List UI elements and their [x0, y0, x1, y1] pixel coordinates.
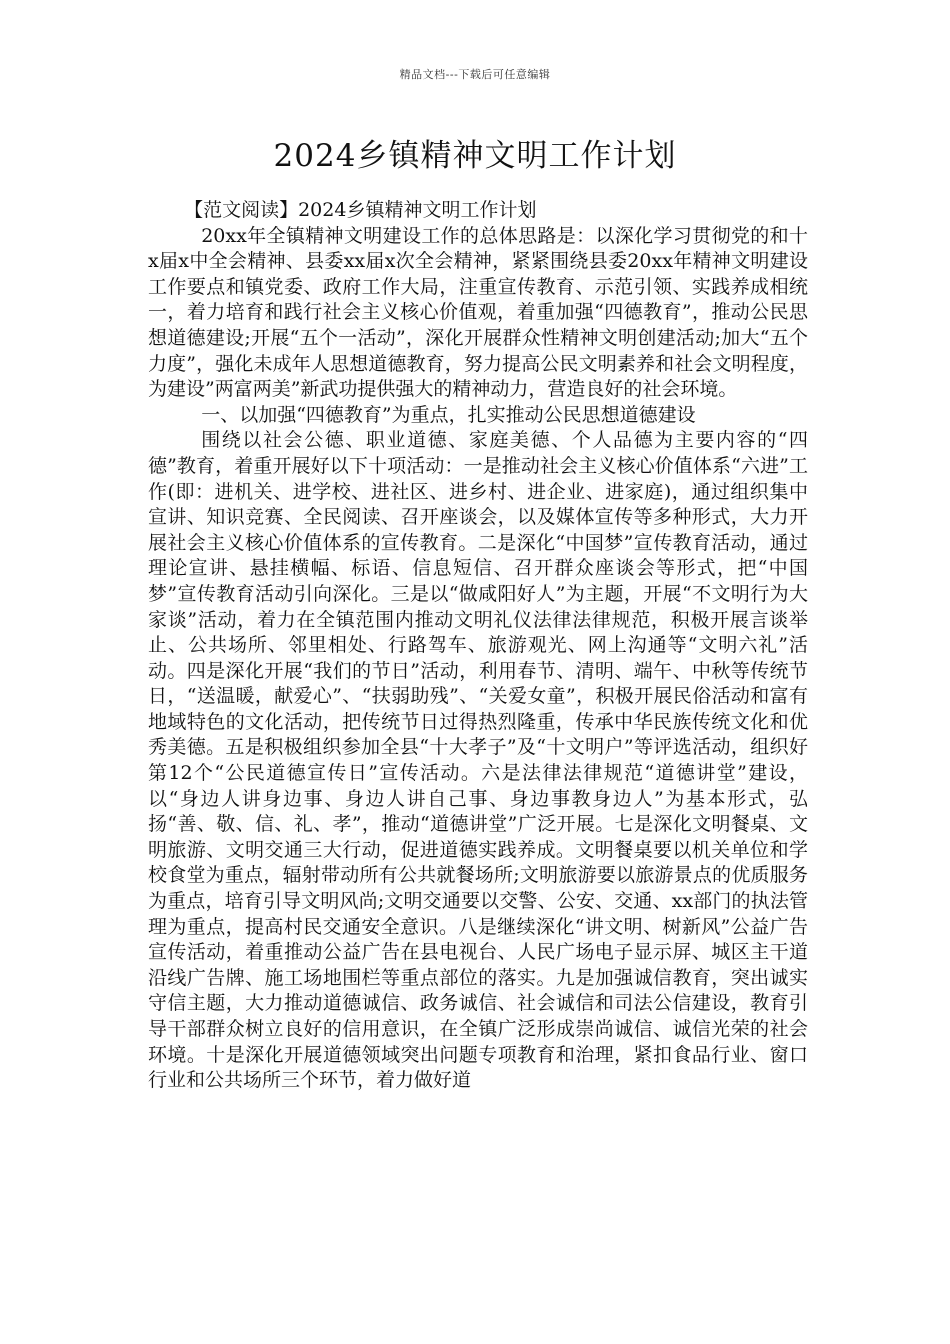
- paragraph-activities: 围绕以社会公德、职业道德、家庭美德、个人品德为主要内容的“四德”教育，着重开展好以下十项活动：一是推动社会主义核心价值体系“六进”工作(即：进机关、进学校、进社区、进乡村、进企业、进家庭)，通过组织集中宣讲、知识竞赛、全民阅读、召开座谈会，以及媒体宣传等多种形式，大力开展社会主义核心价值体系的宣传教育。二是深化“中国梦”宣传教育活动，通过理论宣讲、悬挂横幅、标语、信息短信、召开群众座谈会等形式，把“中国梦”宣传教育活动引向深化。三是以“做咸阳好人”为主题，开展“不文明行为大家谈”活动，着力在全镇范围内推动文明礼仪法律法律规范，积极开展言谈举止、公共场所、邻里相处、行路驾车、旅游观光、网上沟通等“文明六礼”活动。四是深化开展“我们的节日”活动，利用春节、清明、端午、中秋等传统节日，“送温暖，献爱心”、“扶弱助残”、“关爱女童”，积极开展民俗活动和富有地域特色的文化活动，把传统节日过得热烈隆重，传承中华民族传统文化和优秀美德。五是积极组织参加全县“十大孝子”及“十文明户”等评选活动，组织好第12个“公民道德宣传日”宣传活动。六是法律法律规范“道德讲堂”建设，以“身边人讲身边事、身边人讲自己事、身边事教身边人”为基本形式，弘扬“善、敬、信、礼、孝”，推动“道德讲堂”广泛开展。七是深化文明餐桌、文明旅游、文明交通三大行动，促进道德实践养成。文明餐桌要以机关单位和学校食堂为重点，辐射带动所有公共就餐场所;文明旅游要以旅游景点的优质服务为重点，培育引导文明风尚;文明交通要以交警、公安、交通、xx部门的执法管理为重点，提高村民交通安全意识。八是继续深化“讲文明、树新风”公益广告宣传活动，着重推动公益广告在县电视台、人民广场电子显示屏、城区主干道沿线广告牌、施工场地围栏等重点部位的落实。九是加强诚信教育，突出诚实守信主题，大力推动道德诚信、政务诚信、社会诚信和司法公信建设，教育引导干部群众树立良好的信用意识，在全镇广泛形成崇尚诚信、诚信光荣的社会环境。十是深化开展道德领域突出问题专项教育和治理，紧扣食品行业、窗口行业和公共场所三个环节，着力做好道: [148, 429, 808, 1092]
- intro-line: 【范文阅读】2024乡镇精神文明工作计划: [184, 199, 537, 221]
- document-body: [148, 198, 808, 1094]
- page-header: 精品文档---下载后可任意编辑: [399, 68, 551, 81]
- section-heading: 一、以加强“四德教育”为重点，扎实推动公民思想道德建设: [201, 403, 696, 426]
- paragraph-overview: 20xx年全镇精神文明建设工作的总体思路是：以深化学习贯彻党的和十x届x中全会精神、县委xx届x次全会精神，紧紧围绕县委20xx年精神文明建设工作要点和镇党委、政府工作大局，注重宣传教育、示范引领、实践养成相统一，着力培育和践行社会主义核心价值观，着重加强“四德教育”，推动公民思想道德建设;开展“五个一活动”，深化开展群众性精神文明创建活动;加大“五个力度”，强化未成年人思想道德教育，努力提高公民文明素养和社会文明程度，为建设”两富两美”新武功提供强大的精神动力，营造良好的社会环境。: [148, 224, 808, 401]
- document-title: 2024乡镇精神文明工作计划: [273, 138, 677, 174]
